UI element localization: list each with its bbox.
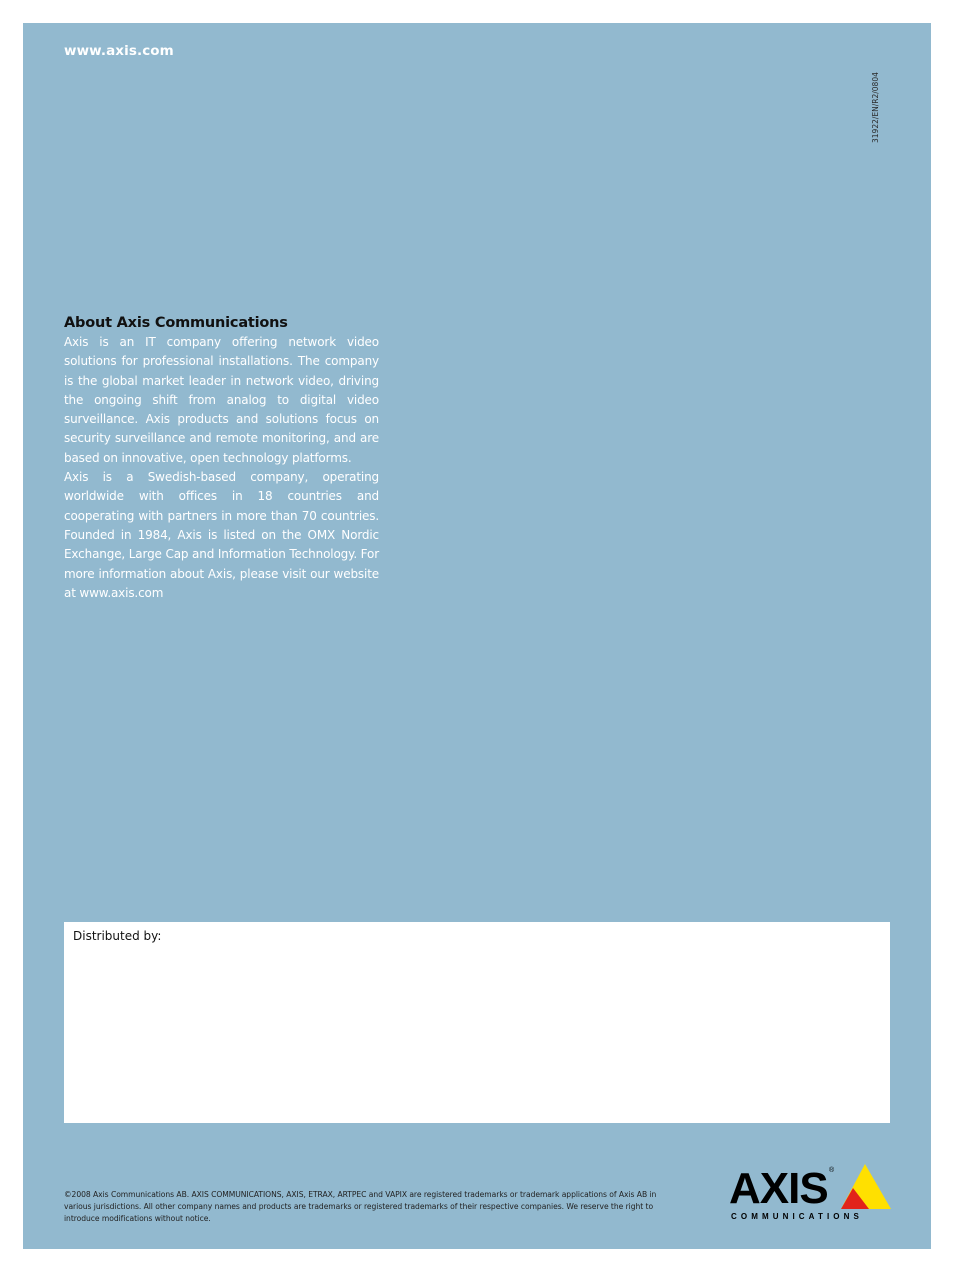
distributor-box	[64, 922, 890, 1123]
logo-tagline: COMMUNICATIONS	[731, 1212, 863, 1221]
about-heading: About Axis Communications	[64, 315, 288, 331]
document-number: 31922/EN/R2/0804	[871, 72, 880, 143]
legal-notice: ©2008 Axis Communications AB. AXIS COMMUNICATIONS, AXIS, ETRAX, ARTPEC and VAPIX are registered trademarks or trademark applications of Axis AB in various jurisdictions. All other company names and products are trademarks or registered trademarks of their respective companies. We reserve the right to introduce modifications without notice.	[64, 1190, 657, 1223]
logo-registered-mark: ®	[829, 1167, 835, 1174]
about-paragraph-1: Axis is an IT company offering network video solutions for professional installations. The company is the global market leader in network video, driving the ongoing shift from analog to digital video surveillance. Axis products and solutions focus on security surveillance and remote monitoring, and are based on innovative, open technology platforms.	[64, 335, 379, 465]
axis-communications-logo	[729, 1162, 893, 1226]
back-cover-panel	[23, 23, 931, 1249]
website-url[interactable]: www.axis.com	[64, 43, 174, 59]
logo-wordmark: AXIS	[729, 1164, 828, 1213]
distributed-by-label: Distributed by:	[73, 929, 162, 943]
about-paragraph-2: Axis is a Swedish-based company, operating worldwide with offices in 18 countries and cooperating with partners in more than 70 countries. Founded in 1984, Axis is listed on the OMX Nordic Exchange, Large Cap and Information Technology. For more information about Axis, please visit our website at www.axis.com	[64, 470, 379, 600]
about-section	[64, 315, 379, 603]
